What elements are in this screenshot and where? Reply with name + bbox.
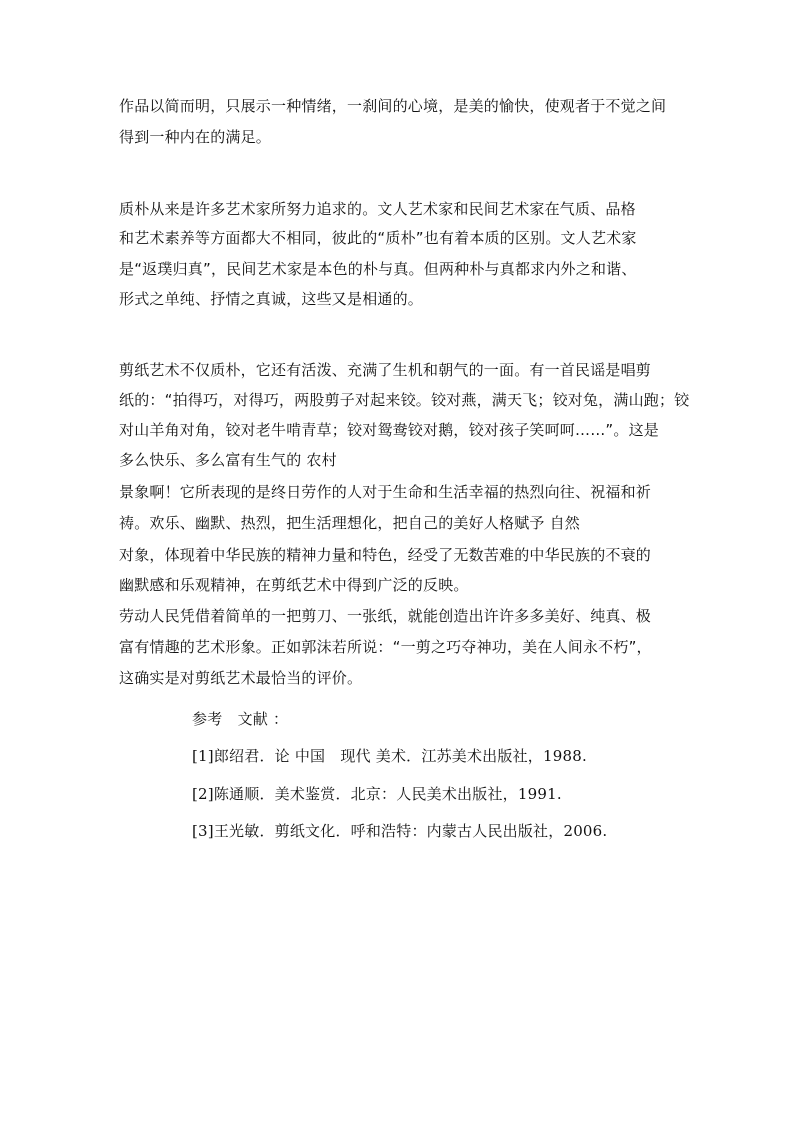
paragraph-3-line-11: 这确实是对剪纸艺术最恰当的评价。 xyxy=(119,669,363,687)
paragraph-3-line-5: 景象啊！它所表现的是终日劳作的人对于生命和生活幸福的热烈向往、祝福和祈 xyxy=(119,483,652,501)
paragraph-3-line-6: 祷。欢乐、幽默、热烈，把生活理想化，把自己的美好人格赋予 自然 xyxy=(119,514,580,532)
paragraph-2-line-4: 形式之单纯、抒情之真诚，这些又是相通的。 xyxy=(119,290,424,308)
reference-item-3: [3]王光敏．剪纸文化．呼和浩特：内蒙古人民出版社，2006. xyxy=(192,822,608,840)
paragraph-3-line-7: 对象，体现着中华民族的精神力量和特色，经受了无数苦难的中华民族的不衰的 xyxy=(119,546,652,564)
paragraph-1-line-2: 得到一种内在的满足。 xyxy=(119,128,272,146)
paragraph-3-line-2: 纸的：“拍得巧，对得巧，两股剪子对起来铰。铰对燕，满天飞；铰对兔，满山跑；铰 xyxy=(119,391,690,409)
paragraph-3-line-1: 剪纸艺术不仅质朴，它还有活泼、充满了生机和朝气的一面。有一首民谣是唱剪 xyxy=(119,361,652,379)
paragraph-3-line-8: 幽默感和乐观精神，在剪纸艺术中得到广泛的反映。 xyxy=(119,576,469,594)
paragraph-2-line-2: 和艺术素养等方面都大不相同，彼此的“质朴”也有着本质的区别。文人艺术家 xyxy=(119,229,637,247)
paragraph-1-line-1: 作品以简而明，只展示一种情绪，一刹间的心境，是美的愉快，使观者于不觉之间 xyxy=(119,97,667,115)
paragraph-3-line-10: 富有情趣的艺术形象。正如郭沫若所说：“一剪之巧夺神功，美在人间永不朽”， xyxy=(119,638,652,656)
paragraph-3-line-3: 对山羊角对角，铰对老牛啃青草；铰对鸳鸯铰对鹅，铰对孩子笑呵呵……”。这是 xyxy=(119,421,659,439)
references-heading: 参考 文献 ： xyxy=(192,710,289,728)
paragraph-2-line-3: 是“返璞归真”，民间艺术家是本色的朴与真。但两种朴与真都求内外之和谐、 xyxy=(119,260,637,278)
paragraph-3-line-4: 多么快乐、多么富有生气的 农村 xyxy=(119,451,337,469)
paragraph-2-line-1: 质朴从来是许多艺术家所努力追求的。文人艺术家和民间艺术家在气质、品格 xyxy=(119,200,636,218)
paragraph-3-line-9: 劳动人民凭借着简单的一把剪刀、一张纸，就能创造出许许多多美好、纯真、极 xyxy=(119,607,652,625)
reference-item-1: [1]郎绍君．论 中国 现代 美术．江苏美术出版社，1988. xyxy=(192,747,587,765)
reference-item-2: [2]陈通顺．美术鉴赏．北京：人民美术出版社，1991. xyxy=(192,785,562,803)
